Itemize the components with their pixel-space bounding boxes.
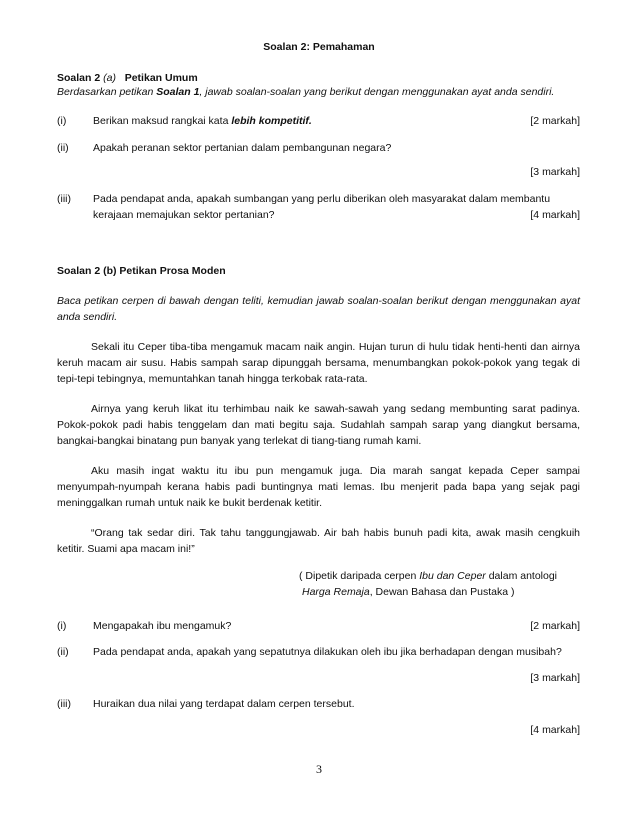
mark-label: [4 markah] [530, 209, 580, 221]
mark-label: [4 markah] [530, 724, 580, 736]
citation-book: Harga Remaja [302, 586, 370, 598]
source-citation [302, 586, 514, 598]
section-a-heading [57, 72, 198, 84]
question-number: (i) [57, 620, 67, 632]
page-number: 3 [316, 762, 322, 776]
question-text: Apakah peranan sektor pertanian dalam pembangunan negara? [93, 142, 392, 154]
passage-line: Pokok-pokok padi habis tenggelam dan mati begitu saja. Sudahlah sampah sarap yang diangkut bersama, [57, 419, 580, 431]
passage-line: ketitir. Suami apa macam ini!” [57, 543, 195, 555]
section-b-heading: Soalan 2 (b) Petikan Prosa Moden [57, 265, 226, 277]
passage-line: menyumpah-nyumpah kerana habis padi buntingnya mati lemas. Ibu menjerit pada bapa yang sejak pagi [57, 481, 580, 493]
question-text: Pada pendapat anda, apakah sumbangan yang perlu diberikan oleh masyarakat dalam membantu [93, 193, 551, 205]
question-text: kerajaan memajukan sektor pertanian? [93, 209, 275, 221]
section-b-instruction: Baca petikan cerpen di bawah dengan teliti, kemudian jawab soalan-soalan berikut dengan menggunakan ayat [57, 295, 580, 307]
section-b-instruction: anda sendiri. [57, 311, 118, 323]
question-number: (iii) [57, 698, 71, 710]
mark-label: [3 markah] [530, 672, 580, 684]
page-title: Soalan 2: Pemahaman [263, 41, 375, 53]
question-text: Mengapakah ibu mengamuk? [93, 620, 232, 632]
mark-label: [3 markah] [530, 166, 580, 178]
passage-line: meninggalkan rumah untuk naik ke bukit berdenak ketitir. [57, 497, 322, 509]
citation-text: ( Dipetik daripada cerpen [299, 570, 420, 582]
question-emphasis: lebih kompetitif. [231, 115, 312, 127]
passage-line: tepi-tepi tebingnya, memuntahkan tanah hingga terkobak rata-rata. [57, 373, 368, 385]
citation-text: , Dewan Bahasa dan Pustaka ) [369, 586, 515, 598]
mark-label: [2 markah] [530, 620, 580, 632]
question-number: (ii) [57, 646, 69, 658]
instruction-text: , jawab soalan-soalan yang berikut dengan menggunakan ayat anda sendiri. [199, 86, 555, 98]
passage-line: Sekali itu Ceper tiba-tiba mengamuk macam naik angin. Hujan turun di hulu tidak henti-henti dan airnya [91, 341, 580, 353]
question-text: Pada pendapat anda, apakah yang sepatutnya dilakukan oleh ibu jika berhadapan dengan musibah? [93, 646, 562, 658]
passage-line: bangkai-bangkai binatang pun banyak yang terlekat di tiang-tiang rumah kami. [57, 435, 422, 447]
question-text [93, 115, 312, 127]
instruction-text: Berdasarkan petikan [57, 86, 157, 98]
section-a-sub: (a) [103, 72, 116, 84]
question-text: Huraikan dua nilai yang terdapat dalam cerpen tersebut. [93, 698, 355, 710]
question-number: (ii) [57, 142, 69, 154]
citation-text: dalam antologi [485, 570, 558, 582]
passage-line: keruh macam air susu. Habis sampah sarap dipunggah bersama, menumbangkan pokok-pokok yang tegak di [57, 357, 580, 369]
passage-line: Airnya yang keruh likat itu terhimbau naik ke sawah-sawah yang sedang membunting sarat padinya. [91, 403, 580, 415]
section-a-name: Petikan Umum [124, 72, 198, 84]
section-a-label: Soalan 2 [57, 72, 101, 84]
question-text-part: Berikan maksud rangkai kata [93, 115, 232, 127]
citation-work: Ibu dan Ceper [419, 570, 486, 582]
mark-label: [2 markah] [530, 115, 580, 127]
source-citation [299, 570, 557, 582]
instruction-bold: Soalan 1 [156, 86, 200, 98]
passage-line: “Orang tak sedar diri. Tak tahu tanggungjawab. Air bah habis bunuh padi kita, awak masih cengkuih [91, 527, 580, 539]
question-number: (i) [57, 115, 67, 127]
passage-line: Aku masih ingat waktu itu ibu pun mengamuk juga. Dia marah sangat kepada Ceper sampai [91, 465, 580, 477]
section-a-instruction [57, 86, 554, 98]
question-number: (iii) [57, 193, 71, 205]
